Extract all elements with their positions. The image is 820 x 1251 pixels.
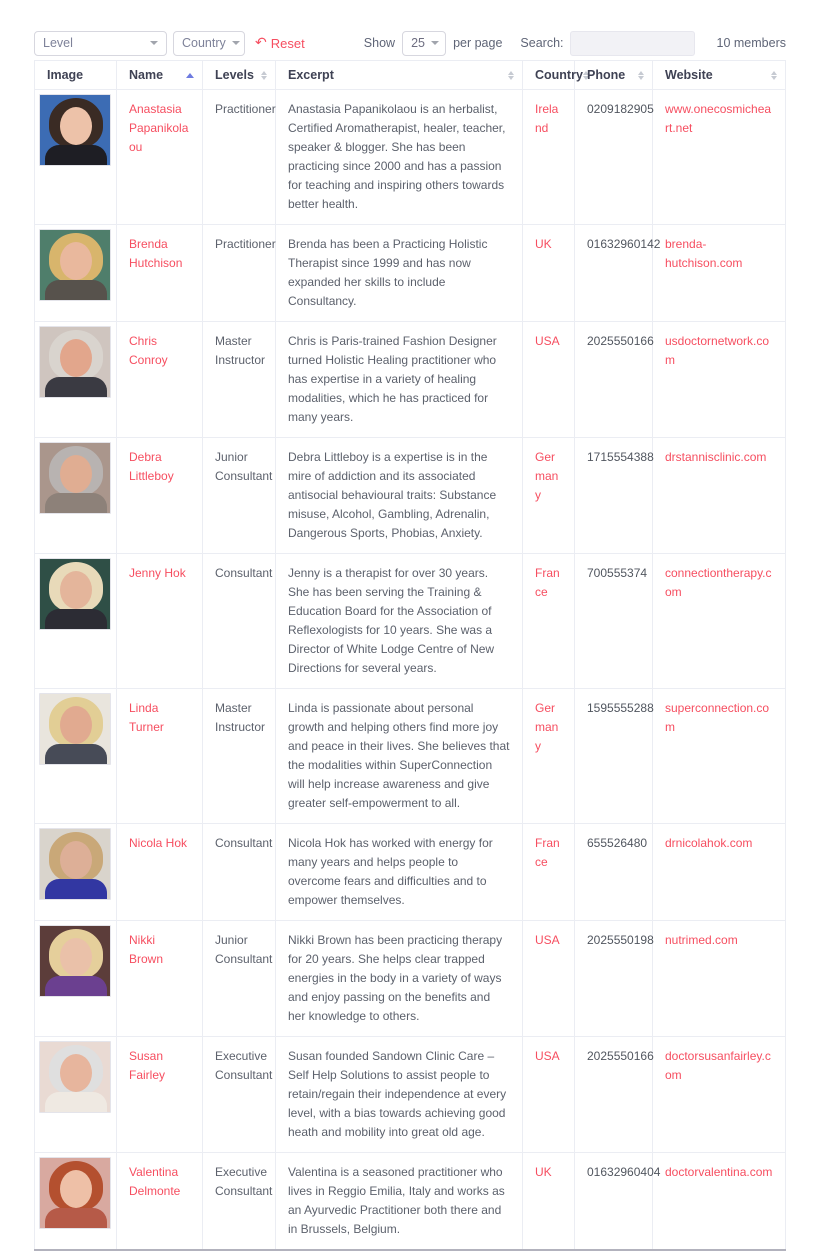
member-country-link[interactable]: France	[535, 566, 560, 599]
member-phone: 01632960142	[587, 237, 661, 251]
member-level: Junior Consultant	[215, 450, 273, 483]
name-cell	[117, 90, 203, 225]
image-cell	[35, 921, 117, 1037]
name-cell	[117, 225, 203, 322]
phone-cell	[575, 1153, 661, 1251]
chevron-down-icon	[431, 41, 439, 45]
member-excerpt: Nikki Brown has been practicing therapy for 20 years. She helps clear trapped energies in the body in a variety of ways and enjoy passing on the benefits and her knowledge to others.	[288, 933, 503, 1023]
member-country-link[interactable]: UK	[535, 237, 552, 251]
member-website-link[interactable]: drstannisclinic.com	[665, 450, 767, 464]
member-phone: 1595555288	[587, 701, 654, 715]
member-name-link[interactable]: Chris Conroy	[129, 334, 168, 367]
member-phone: 2025550166	[587, 334, 654, 348]
country-cell	[523, 689, 575, 824]
member-phone: 1715554388	[587, 450, 654, 464]
member-website-link[interactable]: superconnection.com	[665, 701, 770, 734]
member-country-link[interactable]: Germany	[535, 701, 559, 753]
website-cell	[653, 689, 786, 824]
member-phone: 2025550166	[587, 1049, 654, 1063]
image-cell	[35, 438, 117, 554]
member-excerpt: Valentina is a seasoned practitioner who lives in Reggio Emilia, Italy and works as an Ayurvedic Practitioner both there and in Brussels, Belgium.	[288, 1165, 505, 1236]
per-page-label: per page	[453, 36, 503, 50]
column-header-label: Name	[129, 68, 164, 82]
table-row	[35, 921, 786, 1037]
member-photo[interactable]	[39, 828, 111, 900]
reset-button[interactable]	[255, 36, 305, 51]
excerpt-cell	[276, 921, 523, 1037]
name-cell	[117, 1037, 203, 1153]
column-header-label: Image	[47, 68, 84, 82]
column-header-label: Levels	[215, 68, 254, 82]
avatar-torso	[45, 976, 107, 997]
avatar-face	[60, 339, 92, 377]
website-cell	[653, 225, 786, 322]
avatar-torso	[45, 280, 107, 301]
table-header-row	[35, 61, 786, 90]
column-header-website[interactable]	[653, 61, 786, 90]
member-name-link[interactable]: Brenda Hutchison	[129, 237, 183, 270]
phone-cell	[575, 90, 653, 225]
excerpt-cell	[276, 689, 523, 824]
excerpt-cell	[276, 438, 523, 554]
reset-button-label: Reset	[270, 35, 305, 51]
country-cell	[523, 1037, 575, 1153]
table-row	[35, 322, 786, 438]
member-name-link[interactable]: Nikki Brown	[129, 933, 164, 966]
members-table	[34, 60, 786, 1251]
image-cell	[35, 225, 117, 322]
website-cell	[653, 1037, 786, 1153]
level-cell	[203, 554, 276, 689]
member-name-link[interactable]: Linda Turner	[129, 701, 164, 734]
country-cell	[523, 322, 575, 438]
phone-cell	[575, 554, 653, 689]
avatar-face	[60, 938, 92, 976]
toolbar-right	[364, 31, 786, 56]
column-header-name[interactable]	[117, 61, 203, 90]
avatar-face	[60, 1054, 92, 1092]
show-label: Show	[363, 36, 396, 50]
phone-cell	[575, 1037, 653, 1153]
member-website-link[interactable]: nutrimed.com	[665, 933, 738, 947]
image-cell	[35, 90, 117, 225]
avatar-face	[60, 706, 92, 744]
avatar-torso	[45, 744, 107, 765]
excerpt-cell	[276, 90, 523, 225]
member-website-link[interactable]: doctorvalentina.com	[665, 1165, 773, 1179]
avatar-torso	[45, 879, 107, 900]
table-row	[35, 225, 786, 322]
undo-arrow-icon: ↶	[255, 34, 267, 50]
column-header-label: Phone	[587, 68, 626, 82]
level-cell	[203, 438, 276, 554]
member-name-link[interactable]: Susan Fairley	[129, 1049, 166, 1082]
phone-cell	[575, 921, 653, 1037]
excerpt-cell	[276, 225, 523, 322]
name-cell	[117, 322, 203, 438]
members-tbody	[35, 90, 786, 1251]
member-website-link[interactable]: doctorsusanfairley.com	[665, 1049, 771, 1082]
country-filter-select[interactable]	[173, 31, 245, 56]
level-cell	[203, 1153, 276, 1251]
member-photo[interactable]	[39, 1157, 111, 1229]
avatar-face	[60, 841, 92, 879]
avatar-face	[60, 455, 92, 493]
avatar-torso	[45, 609, 107, 630]
table-row	[35, 90, 786, 225]
member-website-link[interactable]: connectiontherapy.com	[665, 566, 772, 599]
member-photo[interactable]	[39, 442, 111, 514]
member-photo[interactable]	[39, 229, 111, 301]
website-cell	[653, 322, 786, 438]
column-header-label: Excerpt	[288, 68, 334, 82]
avatar-torso	[45, 493, 107, 514]
image-cell	[35, 554, 117, 689]
member-website-link[interactable]: drnicolahok.com	[665, 836, 753, 850]
member-excerpt: Nicola Hok has worked with energy for many years and helps people to overcome fears and difficulties and to empower themselves.	[288, 836, 493, 907]
sort-asc-icon	[186, 73, 194, 78]
image-cell	[35, 1037, 117, 1153]
member-name-link[interactable]: Anastasia Papanikolaou	[129, 102, 189, 154]
chevron-down-icon	[150, 41, 158, 45]
member-excerpt: Debra Littleboy is a expertise is in the mire of addiction and its associated antisocial behavioural traits: Substance misuse, Alcohol, Gambling, Adrenalin, Dangerous Sports, Phobias, Anxiety.	[288, 450, 497, 540]
avatar-face	[60, 1170, 92, 1208]
table-row	[35, 689, 786, 824]
country-cell	[523, 225, 575, 322]
member-level: Executive Consultant	[215, 1049, 273, 1082]
member-photo[interactable]	[39, 326, 111, 398]
per-page-value: 25	[411, 36, 425, 50]
country-cell	[523, 90, 575, 225]
member-country-link[interactable]: Germany	[535, 450, 559, 502]
avatar-face	[60, 242, 92, 280]
table-row	[35, 554, 786, 689]
member-country-link[interactable]: USA	[535, 334, 560, 348]
image-cell	[35, 689, 117, 824]
toolbar	[34, 30, 786, 56]
sort-both-icon	[508, 71, 514, 80]
table-row	[35, 1037, 786, 1153]
level-cell	[203, 322, 276, 438]
phone-cell	[575, 824, 653, 921]
name-cell	[117, 1153, 203, 1251]
website-cell	[653, 921, 786, 1037]
sort-both-icon	[261, 71, 267, 80]
avatar-torso	[45, 1092, 107, 1113]
avatar-face	[60, 107, 92, 145]
member-photo[interactable]	[39, 925, 111, 997]
column-header-phone[interactable]	[575, 61, 653, 90]
member-phone: 655526480	[587, 836, 648, 850]
level-cell	[203, 689, 276, 824]
website-cell	[653, 554, 786, 689]
level-cell	[203, 824, 276, 921]
phone-cell	[575, 225, 661, 322]
table-row	[35, 438, 786, 554]
member-level: Practitioner	[215, 237, 276, 251]
member-level: Practitioner	[215, 102, 276, 116]
member-website-link[interactable]: brenda-hutchison.com	[665, 237, 743, 270]
member-name-link[interactable]: Jenny Hok	[129, 566, 186, 580]
member-phone: 01632960404	[587, 1165, 661, 1179]
member-photo[interactable]	[39, 94, 111, 166]
excerpt-cell	[276, 1037, 523, 1153]
member-website-link[interactable]: usdoctornetwork.com	[665, 334, 770, 367]
member-country-link[interactable]: France	[535, 836, 560, 869]
members-count: 10 members	[716, 36, 786, 50]
member-phone: 0209182905	[587, 102, 654, 116]
member-country-link[interactable]: UK	[535, 1165, 552, 1179]
excerpt-cell	[276, 1153, 523, 1251]
level-filter-select[interactable]	[34, 31, 167, 56]
column-header-excerpt[interactable]	[276, 61, 523, 90]
column-header-label: Country	[535, 68, 583, 82]
phone-cell	[575, 689, 653, 824]
member-level: Master Instructor	[215, 334, 266, 367]
website-cell	[653, 438, 786, 554]
country-cell	[523, 438, 575, 554]
level-filter-value: Level	[43, 36, 73, 50]
member-name-link[interactable]: Debra Littleboy	[129, 450, 174, 483]
member-excerpt: Susan founded Sandown Clinic Care – Self Help Solutions to assist people to retain/regain their independence at every level, with a bias towards achieving good heath and mobility into great old age.	[288, 1049, 507, 1139]
member-photo[interactable]	[39, 693, 111, 765]
member-photo[interactable]	[39, 558, 111, 630]
member-level: Master Instructor	[215, 701, 266, 734]
image-cell	[35, 824, 117, 921]
country-filter-value: Country	[182, 36, 226, 50]
search-label: Search:	[520, 36, 564, 50]
level-cell	[203, 1037, 276, 1153]
member-excerpt: Chris is Paris-trained Fashion Designer turned Holistic Healing practitioner who has expertise in a variety of healing modalities, which he has practiced for many years.	[288, 334, 497, 424]
image-cell	[35, 1153, 117, 1251]
website-cell	[653, 824, 786, 921]
excerpt-cell	[276, 824, 523, 921]
column-header-country[interactable]	[523, 61, 583, 90]
name-cell	[117, 921, 203, 1037]
sort-both-icon	[771, 71, 777, 80]
search-input[interactable]	[570, 31, 695, 56]
column-header-label: Website	[665, 68, 713, 82]
avatar-torso	[45, 377, 107, 398]
member-country-link[interactable]: USA	[535, 1049, 560, 1063]
member-level: Consultant	[215, 566, 273, 580]
member-website-link[interactable]: www.onecosmicheart.net	[665, 102, 772, 135]
country-cell	[523, 824, 575, 921]
member-excerpt: Anastasia Papanikolaou is an herbalist, Certified Aromatherapist, healer, teacher, speaker & blogger. She has been practicing since 2000 and has a passion for teaching and inspiring others towards better health.	[288, 102, 506, 211]
level-cell	[203, 921, 276, 1037]
member-level: Executive Consultant	[215, 1165, 273, 1198]
member-excerpt: Jenny is a therapist for over 30 years. She has been serving the Training & Education Board for the Association of Reflexologists for 10 years. She was a Director of White Lodge Centre of New Directions for several years.	[288, 566, 495, 675]
member-phone: 700555374	[587, 566, 648, 580]
country-cell	[523, 921, 575, 1037]
level-cell	[203, 90, 276, 225]
avatar-face	[60, 571, 92, 609]
member-level: Junior Consultant	[215, 933, 273, 966]
column-header-image[interactable]	[35, 61, 117, 90]
chevron-down-icon	[232, 41, 240, 45]
per-page-select[interactable]	[402, 31, 446, 56]
member-level: Consultant	[215, 836, 273, 850]
image-cell	[35, 322, 117, 438]
avatar-torso	[45, 145, 107, 166]
name-cell	[117, 689, 203, 824]
name-cell	[117, 554, 203, 689]
avatar-torso	[45, 1208, 107, 1229]
member-photo[interactable]	[39, 1041, 111, 1113]
member-excerpt: Linda is passionate about personal growth and helping others find more joy and peace in their lives. She believes that the modalities within SuperConnection will help increase awareness and give greater self-empowerment to all.	[288, 701, 510, 810]
country-cell	[523, 554, 575, 689]
member-name-link[interactable]: Valentina Delmonte	[129, 1165, 181, 1198]
excerpt-cell	[276, 322, 523, 438]
member-country-link[interactable]: USA	[535, 933, 560, 947]
member-country-link[interactable]: Ireland	[535, 102, 559, 135]
country-cell	[523, 1153, 575, 1251]
website-cell	[653, 1153, 786, 1251]
table-row	[35, 1153, 786, 1251]
column-header-levels[interactable]	[203, 61, 276, 90]
excerpt-cell	[276, 554, 523, 689]
member-phone: 2025550198	[587, 933, 654, 947]
phone-cell	[575, 438, 653, 554]
table-row	[35, 824, 786, 921]
member-excerpt: Brenda has been a Practicing Holistic Therapist since 1999 and has now expanded her skills to include Consultancy.	[288, 237, 488, 308]
member-name-link[interactable]: Nicola Hok	[129, 836, 188, 850]
sort-both-icon	[638, 71, 644, 80]
name-cell	[117, 824, 203, 921]
website-cell	[653, 90, 786, 225]
phone-cell	[575, 322, 653, 438]
level-cell	[203, 225, 276, 322]
name-cell	[117, 438, 203, 554]
